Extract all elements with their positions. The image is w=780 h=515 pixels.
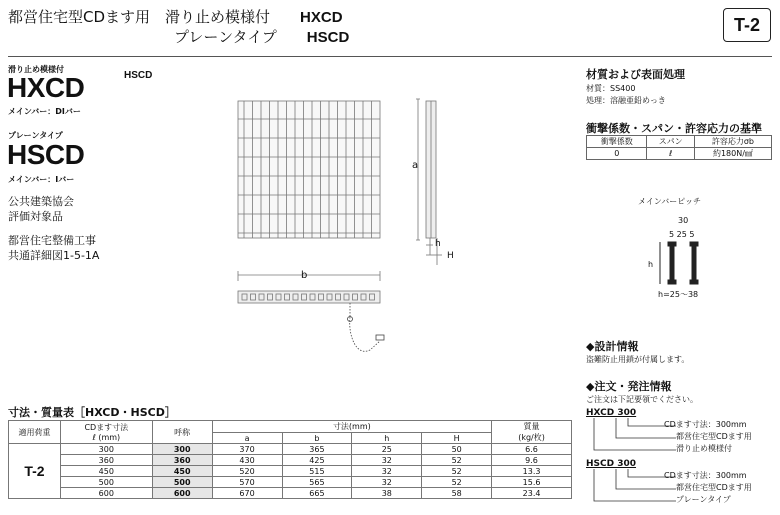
impact-value: 0	[587, 148, 647, 160]
pitch-diagram	[652, 238, 712, 288]
impact-title: 衝撃係数・スパン・許容応力の基準	[586, 122, 762, 135]
cell-h: 32	[352, 455, 422, 466]
order-intro: ご注文は下記要領でください。	[586, 395, 698, 404]
table-row	[9, 488, 572, 499]
header-line-2	[174, 28, 349, 47]
cell-name: 600	[152, 488, 212, 499]
th-dims: 寸法(mm)	[212, 421, 491, 433]
certification-1: 公共建築協会	[8, 195, 74, 208]
impact-value: ℓ	[647, 148, 694, 160]
pitch-title: メインバーピッチ	[638, 197, 701, 206]
pitch-h: h	[648, 260, 654, 269]
th-a: a	[212, 433, 282, 444]
order-example-2-line-1: CDます寸法：300mm	[664, 471, 747, 480]
material-line-2: 処理：溶融亜鉛めっき	[586, 96, 666, 105]
impact-table	[586, 135, 772, 160]
grating-drawing	[230, 95, 460, 365]
th-b: b	[282, 433, 352, 444]
cell-h: 32	[352, 477, 422, 488]
dim-a-label: a	[412, 160, 419, 171]
header-line2-prefix: プレーンタイプ	[174, 28, 277, 46]
order-example-2-line-2: 都営住宅型CDます用	[676, 483, 752, 492]
th-cd-unit: ℓ (mm)	[92, 433, 121, 442]
pitch-mid: 5 25 5	[669, 230, 695, 239]
th-H: H	[422, 433, 492, 444]
hs-subtitle: プレーンタイプ	[8, 131, 63, 140]
certification-2: 評価対象品	[8, 210, 63, 223]
cell-a: 670	[212, 488, 282, 499]
dimensions-table	[8, 420, 572, 499]
cell-H: 58	[422, 488, 492, 499]
hx-code: HXCD	[7, 72, 85, 103]
cell-H: 50	[422, 444, 492, 455]
pitch-range: h=25～38	[658, 290, 699, 299]
hs-code: HSCD	[7, 139, 85, 170]
spec-ref-2: 共通詳細図1-5-1A	[8, 249, 100, 262]
th-mass-label: 質量	[523, 422, 540, 431]
cell-h: 32	[352, 466, 422, 477]
th-name: 呼称	[152, 421, 212, 444]
cell-a: 570	[212, 477, 282, 488]
drawing-label-hscd: HSCD	[124, 70, 153, 81]
cell-a: 430	[212, 455, 282, 466]
dim-H-label: H	[447, 251, 454, 261]
header-line-1	[8, 8, 343, 27]
cell-mass: 6.6	[492, 444, 572, 455]
th-mass	[492, 421, 572, 444]
cell-h: 38	[352, 488, 422, 499]
table-row	[9, 455, 572, 466]
table-row	[9, 444, 572, 455]
table-row	[9, 477, 572, 488]
cell-cd: 360	[60, 455, 152, 466]
spec-ref-1: 都営住宅整備工事	[8, 234, 96, 247]
order-example-2-line-3: プレーンタイプ	[676, 495, 731, 504]
th-h: h	[352, 433, 422, 444]
impact-header: スパン	[647, 136, 694, 148]
order-example-2-code: HSCD 300	[586, 459, 637, 469]
cell-name: 300	[152, 444, 212, 455]
header-line1-prefix: 都営住宅型CDます用 滑り止め模様付	[8, 8, 271, 26]
cell-name: 500	[152, 477, 212, 488]
header-line1-code: HXCD	[300, 9, 343, 26]
cell-h: 25	[352, 444, 422, 455]
order-example-1-line-2: 都営住宅型CDます用	[676, 432, 752, 441]
cell-mass: 15.6	[492, 477, 572, 488]
th-mass-unit: (kg/枚)	[518, 433, 545, 442]
table-title: 寸法・質量表［HXCD・HSCD］	[8, 406, 176, 419]
cell-b: 425	[282, 455, 352, 466]
cell-b: 515	[282, 466, 352, 477]
cell-H: 52	[422, 477, 492, 488]
table-row	[9, 466, 572, 477]
order-example-1-code: HXCD 300	[586, 408, 637, 418]
order-example-1-line-1: CDます寸法：300mm	[664, 420, 747, 429]
impact-header: 衝撃係数	[587, 136, 647, 148]
th-load: 適用荷重	[9, 421, 61, 444]
load-cell: T-2	[9, 444, 61, 499]
design-title: ◆設計情報	[586, 340, 639, 353]
cell-cd: 600	[60, 488, 152, 499]
th-cd	[60, 421, 152, 444]
hx-mainbar: メインバー：DIバー	[8, 107, 81, 116]
header-line2-code: HSCD	[306, 29, 350, 46]
cell-H: 52	[422, 466, 492, 477]
dim-b-label: b	[301, 270, 308, 281]
hx-subtitle: 滑り止め模様付	[8, 65, 64, 74]
cell-b: 565	[282, 477, 352, 488]
order-example-1-line-3: 滑り止め模様付	[676, 444, 732, 453]
cell-cd: 300	[60, 444, 152, 455]
header-divider	[8, 56, 772, 57]
cell-a: 520	[212, 466, 282, 477]
load-class-badge: T-2	[723, 8, 771, 42]
material-title: 材質および表面処理	[586, 68, 685, 81]
cell-cd: 450	[60, 466, 152, 477]
design-text: 盗難防止用鎖が付属します。	[586, 355, 690, 364]
cell-mass: 9.6	[492, 455, 572, 466]
th-cd-label: CDます寸法	[84, 423, 129, 432]
cell-a: 370	[212, 444, 282, 455]
hs-mainbar: メインバー：Iバー	[8, 175, 75, 184]
cell-b: 665	[282, 488, 352, 499]
cell-cd: 500	[60, 477, 152, 488]
cell-mass: 13.3	[492, 466, 572, 477]
impact-value: 約180N/㎟	[694, 148, 771, 160]
dim-h-label: h	[435, 239, 441, 249]
order-title: ◆注文・発注情報	[586, 380, 672, 393]
cell-b: 365	[282, 444, 352, 455]
cell-H: 52	[422, 455, 492, 466]
pitch-top: 30	[678, 216, 689, 225]
cell-mass: 23.4	[492, 488, 572, 499]
material-line-1: 材質：SS400	[586, 84, 636, 93]
cell-name: 360	[152, 455, 212, 466]
cell-name: 450	[152, 466, 212, 477]
impact-header: 許容応力σb	[694, 136, 771, 148]
